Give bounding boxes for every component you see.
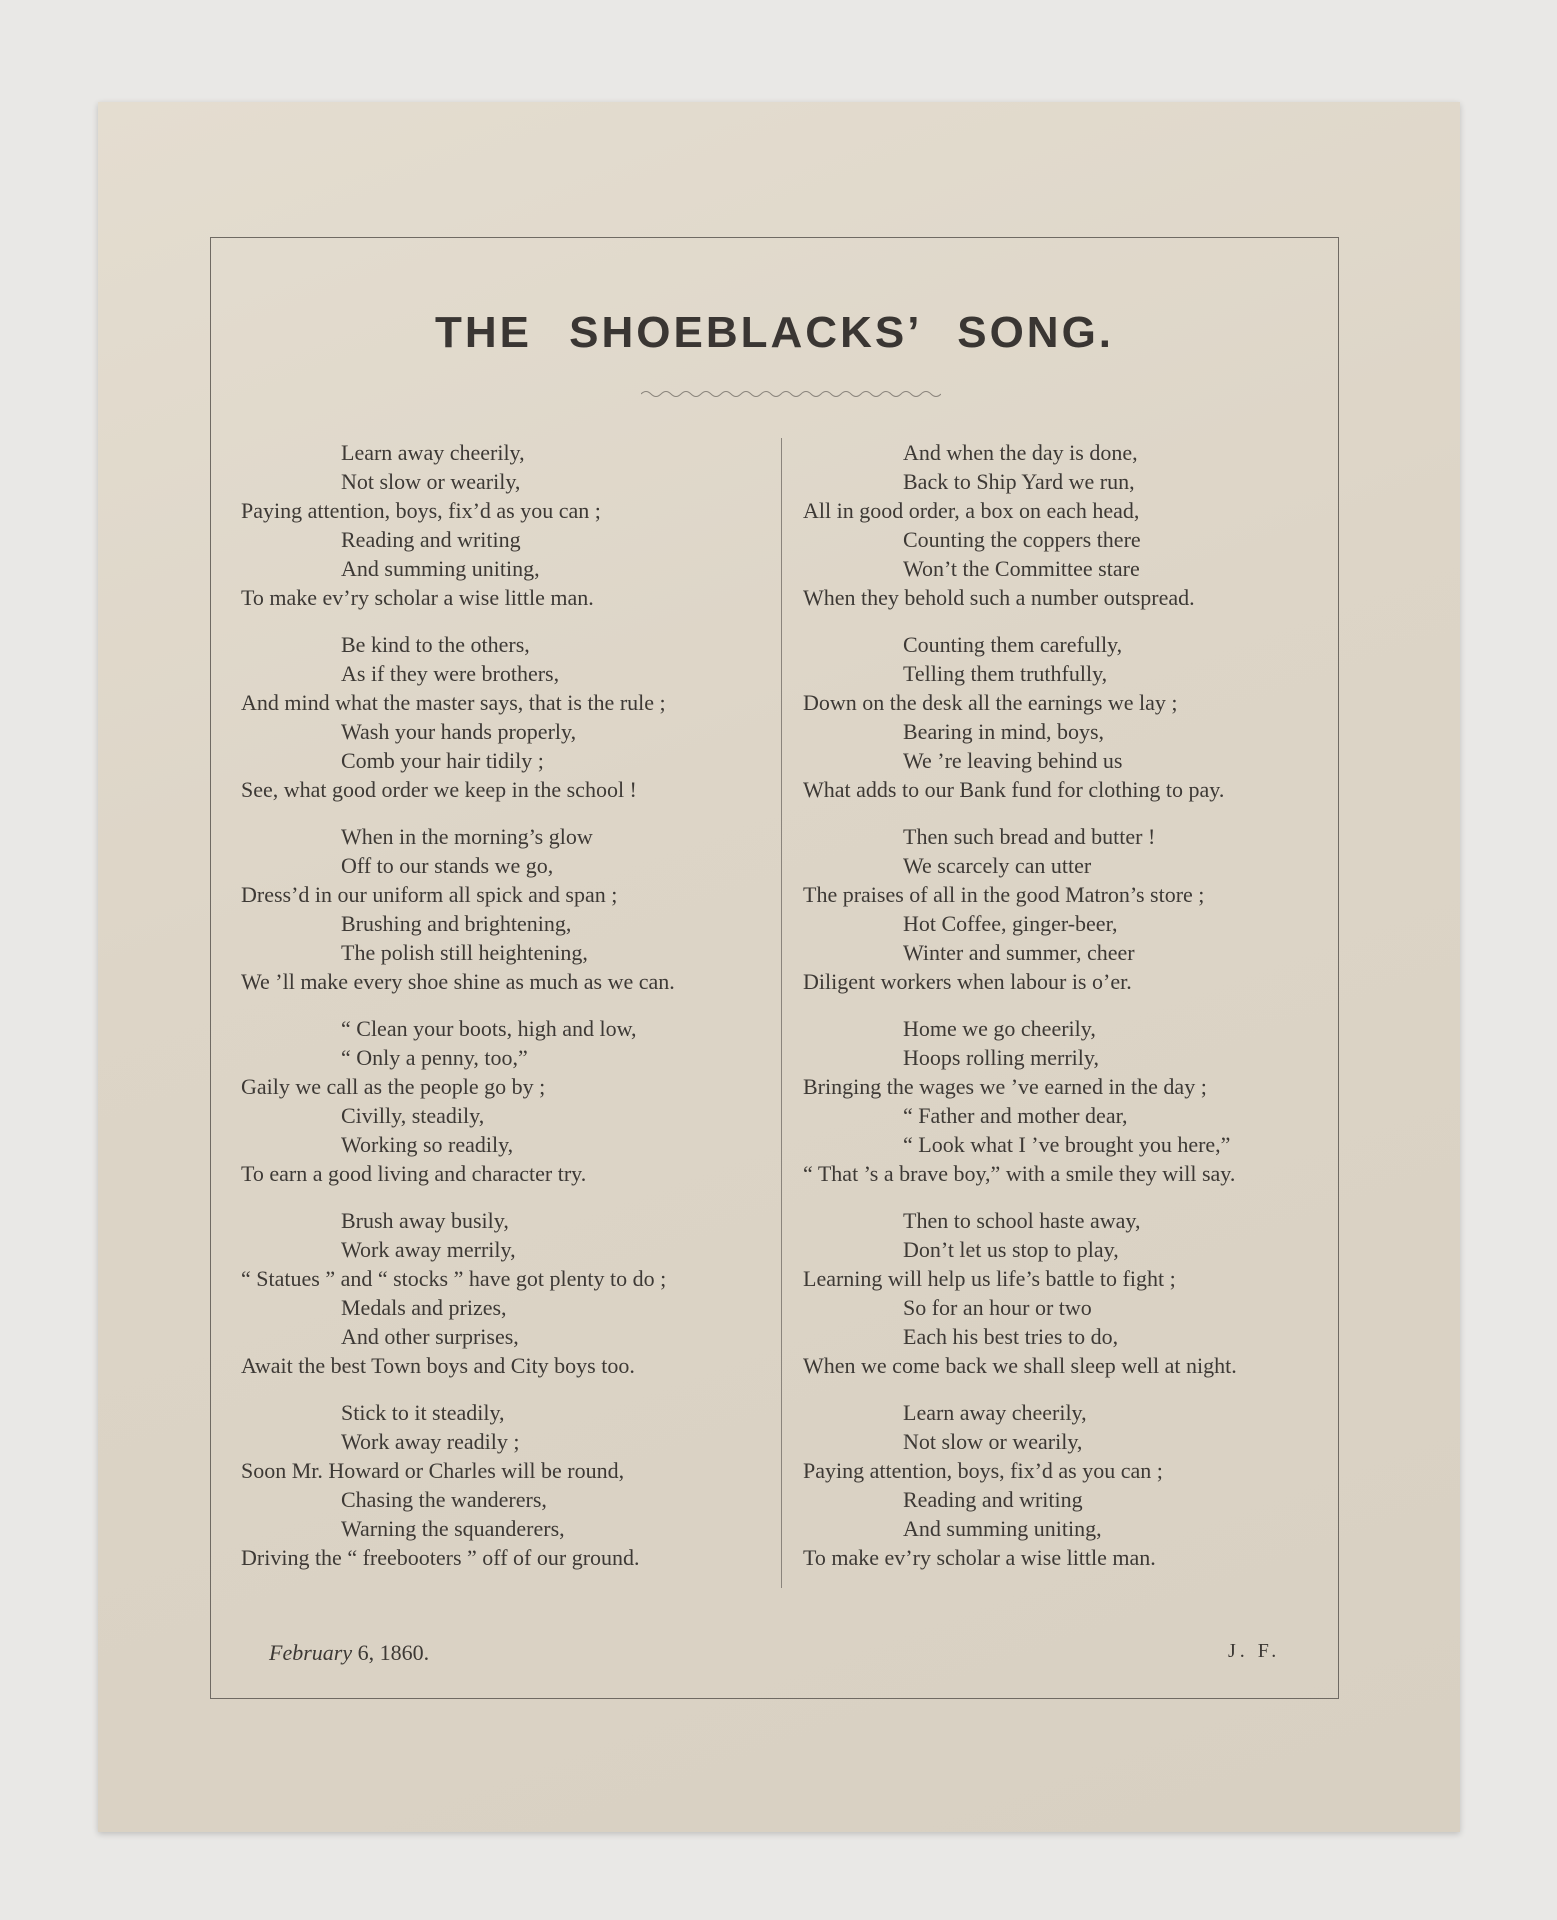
- stanza: [241, 1014, 801, 1188]
- verse-line: When in the morning’s glow: [341, 824, 593, 849]
- verse-line: Hoops rolling merrily,: [903, 1045, 1099, 1070]
- verse-line: Not slow or wearily,: [903, 1429, 1083, 1454]
- verse-line: Reading and writing: [903, 1487, 1083, 1512]
- verse-line: Reading and writing: [341, 527, 521, 552]
- verse-line: Dress’d in our uniform all spick and span ;: [241, 882, 618, 907]
- verse-line: Soon Mr. Howard or Charles will be round,: [241, 1458, 625, 1483]
- verse-line: Not slow or wearily,: [341, 469, 521, 494]
- verse-line: Bearing in mind, boys,: [903, 719, 1105, 744]
- stanza: [803, 438, 1363, 612]
- verse-line: Won’t the Committee stare: [903, 556, 1140, 581]
- decorative-flourish: [641, 388, 941, 400]
- verse-line: When we come back we shall sleep well at night.: [803, 1353, 1237, 1378]
- verse-line: “ Clean your boots, high and low,: [341, 1016, 637, 1041]
- verse-line: So for an hour or two: [903, 1295, 1092, 1320]
- stanza: [803, 1014, 1363, 1188]
- verse-line: Learn away cheerily,: [341, 440, 525, 465]
- verse-line: Each his best tries to do,: [903, 1324, 1119, 1349]
- verse-line: To make ev’ry scholar a wise little man.: [803, 1545, 1156, 1570]
- date-day-year: 6, 1860.: [357, 1640, 430, 1665]
- verse-line: Gaily we call as the people go by ;: [241, 1074, 546, 1099]
- stanza: [803, 630, 1363, 804]
- verse-line: Down on the desk all the earnings we lay ;: [803, 690, 1178, 715]
- stanza: [241, 438, 801, 612]
- verse-line: And when the day is done,: [903, 440, 1138, 465]
- verse-line: Paying attention, boys, fix’d as you can ;: [803, 1458, 1163, 1483]
- verse-line: Home we go cheerily,: [903, 1016, 1096, 1041]
- verse-line: As if they were brothers,: [341, 661, 560, 686]
- verse-line: Brushing and brightening,: [341, 911, 572, 936]
- verse-line: To make ev’ry scholar a wise little man.: [241, 585, 594, 610]
- verse-line: And summing uniting,: [341, 556, 540, 581]
- song-sheet: [98, 102, 1460, 1832]
- verse-line: To earn a good living and character try.: [241, 1161, 587, 1186]
- right-column: [803, 438, 1363, 1590]
- stanza: [241, 1206, 801, 1380]
- stanza: [803, 1398, 1363, 1572]
- verse-line: Hot Coffee, ginger-beer,: [903, 911, 1118, 936]
- verse-line: Work away readily ;: [341, 1429, 520, 1454]
- verse-line: Medals and prizes,: [341, 1295, 507, 1320]
- verse-line: Winter and summer, cheer: [903, 940, 1135, 965]
- verse-line: See, what good order we keep in the school !: [241, 777, 637, 802]
- verse-line: The praises of all in the good Matron’s store ;: [803, 882, 1205, 907]
- verse-line: Counting them carefully,: [903, 632, 1123, 657]
- verse-line: Paying attention, boys, fix’d as you can ;: [241, 498, 601, 523]
- verse-line: Bringing the wages we ’ve earned in the day ;: [803, 1074, 1207, 1099]
- verse-line: Back to Ship Yard we run,: [903, 469, 1135, 494]
- verse-line: All in good order, a box on each head,: [803, 498, 1140, 523]
- verse-line: “ Statues ” and “ stocks ” have got plenty to do ;: [241, 1266, 667, 1291]
- stanza: [241, 1398, 801, 1572]
- verse-line: Off to our stands we go,: [341, 853, 554, 878]
- verse-line: “ Look what I ’ve brought you here,”: [903, 1132, 1231, 1157]
- stanza: [803, 822, 1363, 996]
- verse-line: Stick to it steadily,: [341, 1400, 505, 1425]
- verse-line: Comb your hair tidily ;: [341, 748, 544, 773]
- verse-line: Working so readily,: [341, 1132, 514, 1157]
- verse-line: And mind what the master says, that is the rule ;: [241, 690, 666, 715]
- verse-line: “ Only a penny, too,”: [341, 1045, 528, 1070]
- verse-line: When they behold such a number outspread.: [803, 585, 1195, 610]
- stanza: [241, 822, 801, 996]
- verse-line: “ That ’s a brave boy,” with a smile they will say.: [803, 1161, 1236, 1186]
- verse-line: Then such bread and butter !: [903, 824, 1156, 849]
- stanza: [241, 630, 801, 804]
- verse-line: We ’ll make every shoe shine as much as we can.: [241, 969, 675, 994]
- verse-line: Warning the squanderers,: [341, 1516, 565, 1541]
- verse-line: Brush away busily,: [341, 1208, 509, 1233]
- printed-border: [210, 237, 1339, 1699]
- date-line: [269, 1640, 429, 1666]
- left-column: [241, 438, 801, 1590]
- verse-line: We ’re leaving behind us: [903, 748, 1123, 773]
- verse-line: What adds to our Bank fund for clothing to pay.: [803, 777, 1225, 802]
- verse-line: Diligent workers when labour is o’er.: [803, 969, 1132, 994]
- verse-line: Learning will help us life’s battle to fight ;: [803, 1266, 1176, 1291]
- verse-line: Be kind to the others,: [341, 632, 530, 657]
- author-initials: J. F.: [1228, 1640, 1281, 1662]
- verse-line: Don’t let us stop to play,: [903, 1237, 1119, 1262]
- verse-line: Chasing the wanderers,: [341, 1487, 547, 1512]
- verse-line: The polish still heightening,: [341, 940, 588, 965]
- verse-line: Driving the “ freebooters ” off of our ground.: [241, 1545, 640, 1570]
- verse-line: We scarcely can utter: [903, 853, 1092, 878]
- verse-line: And summing uniting,: [903, 1516, 1102, 1541]
- verse-line: Then to school haste away,: [903, 1208, 1141, 1233]
- date-month: February: [269, 1640, 353, 1665]
- stanza: [803, 1206, 1363, 1380]
- verse-line: Learn away cheerily,: [903, 1400, 1087, 1425]
- verse-line: Await the best Town boys and City boys too.: [241, 1353, 635, 1378]
- verse-line: Civilly, steadily,: [341, 1103, 485, 1128]
- song-title: THE SHOEBLACKS’ SONG.: [434, 308, 1115, 357]
- verse-line: “ Father and mother dear,: [903, 1103, 1128, 1128]
- verse-line: Counting the coppers there: [903, 527, 1141, 552]
- verse-line: Wash your hands properly,: [341, 719, 577, 744]
- verse-line: Work away merrily,: [341, 1237, 516, 1262]
- verse-line: Telling them truthfully,: [903, 661, 1108, 686]
- verse-line: And other surprises,: [341, 1324, 519, 1349]
